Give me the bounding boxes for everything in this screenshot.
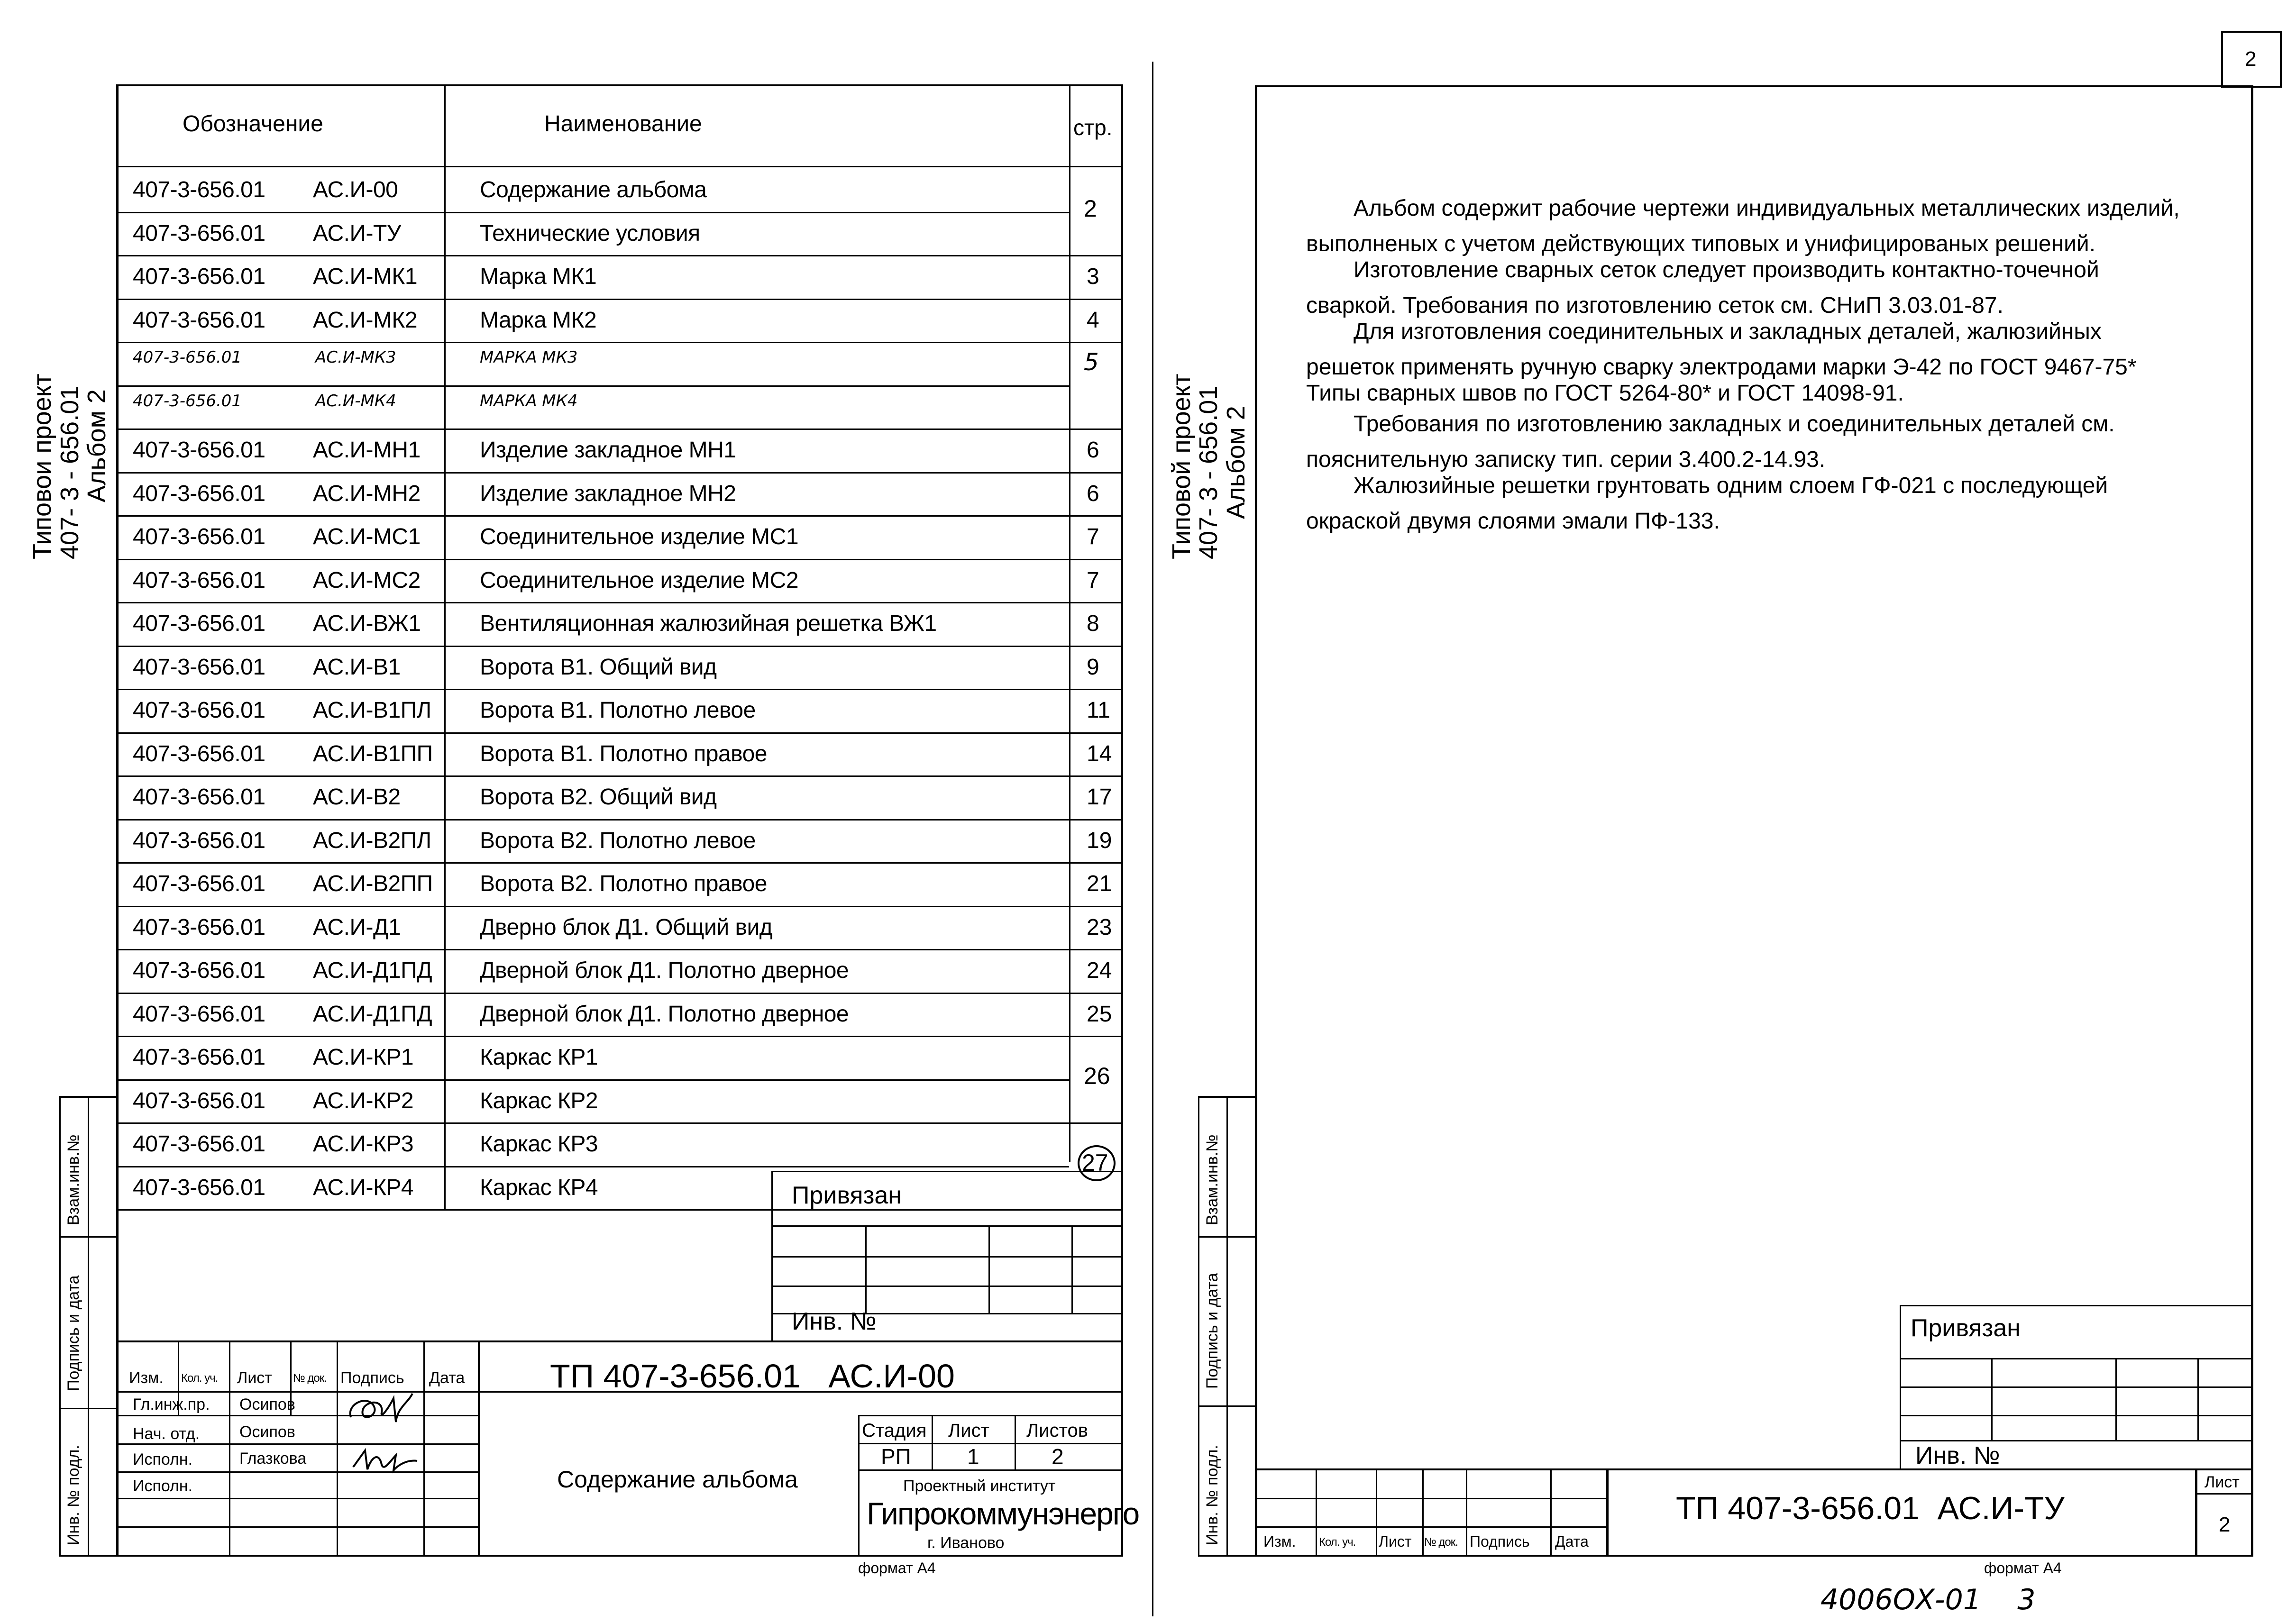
row-code: 407-3-656.01 bbox=[133, 481, 265, 506]
row-page: 3 bbox=[1087, 264, 1099, 289]
title-block-code: ТП 407-3-656.01 АС.И-00 bbox=[550, 1358, 955, 1395]
row-separator bbox=[116, 602, 1122, 603]
row-code: 407-3-656.01 bbox=[133, 1088, 265, 1113]
row-mark: АС.И-В2ПП bbox=[313, 871, 433, 896]
row-page: 23 bbox=[1087, 914, 1112, 940]
role-3: Исполн. bbox=[133, 1450, 193, 1468]
row-mark: АС.И-ТУ bbox=[313, 220, 401, 246]
row-page: 21 bbox=[1087, 871, 1112, 896]
row-page: 6 bbox=[1087, 481, 1099, 506]
role-2: Нач. отд. bbox=[133, 1425, 200, 1443]
right-side-title-line1: Типовой проект bbox=[1167, 374, 1196, 559]
row-code: 407-3-656.01 bbox=[133, 698, 265, 723]
side-stamp-vzam: Взам.инв.№ bbox=[64, 1134, 82, 1225]
page-number: 2 bbox=[2245, 47, 2257, 71]
header-page: стр. bbox=[1073, 115, 1113, 140]
row-mark: АС.И-В2ПЛ bbox=[313, 828, 431, 853]
right-col-ndok: № док. bbox=[1424, 1536, 1458, 1549]
row-mark: АС.И-МК3 bbox=[315, 348, 396, 367]
signature-1 bbox=[341, 1389, 422, 1432]
row-code: 407-3-656.01 bbox=[133, 741, 265, 766]
right-binding-inv-label: Инв. № bbox=[1915, 1442, 2000, 1469]
row-code: 407-3-656.01 bbox=[133, 871, 265, 896]
row-code: 407-3-656.01 bbox=[133, 264, 265, 289]
row-name: Ворота В1. Полотно правое bbox=[480, 741, 767, 766]
row-separator bbox=[116, 299, 1122, 300]
row-name: Дверно блок Д1. Общий вид bbox=[480, 914, 773, 940]
row-name: Каркас КР4 bbox=[480, 1175, 598, 1200]
row-name: Ворота В1. Полотно левое bbox=[480, 698, 756, 723]
header-designation: Обозначение bbox=[183, 111, 323, 137]
merged-page-number: 26 bbox=[1084, 1062, 1110, 1089]
row-name: Ворота В2. Полотно правое bbox=[480, 871, 767, 896]
binding-label: Привязан bbox=[792, 1182, 902, 1209]
row-separator bbox=[116, 689, 1122, 690]
row-page: 14 bbox=[1087, 741, 1112, 766]
row-separator bbox=[116, 862, 1122, 864]
row-mark: АС.И-МН2 bbox=[313, 481, 421, 506]
institute-city: г. Иваново bbox=[927, 1534, 1005, 1552]
institute-caption: Проектный институт bbox=[903, 1477, 1056, 1495]
row-mark: АС.И-00 bbox=[313, 177, 398, 202]
sheet-name: Содержание альбома bbox=[557, 1466, 798, 1493]
row-separator bbox=[116, 732, 1122, 734]
row-separator bbox=[116, 819, 1122, 821]
row-separator bbox=[116, 949, 1122, 950]
row-code: 407-3-656.01 bbox=[133, 307, 265, 333]
side-title-line2: 407- 3 - 656.01 bbox=[55, 385, 84, 559]
row-mark: АС.И-В1ПП bbox=[313, 741, 433, 766]
right-side-stamp-inv: Инв. № подл. bbox=[1203, 1445, 1221, 1545]
row-mark: АС.И-Д1ПД bbox=[313, 1001, 432, 1027]
stage-value: РП bbox=[881, 1444, 911, 1469]
page-circle-mark bbox=[1078, 1145, 1116, 1181]
row-mark: АС.И-МС2 bbox=[313, 567, 421, 593]
row-separator bbox=[116, 1079, 1069, 1081]
row-page: 25 bbox=[1087, 1001, 1112, 1027]
row-separator bbox=[116, 385, 1069, 387]
row-separator bbox=[116, 775, 1122, 777]
side-title-line1: Типовои проект bbox=[28, 374, 56, 559]
side-stamp-inv: Инв. № подл. bbox=[64, 1445, 82, 1545]
row-name: Содержание альбома bbox=[480, 177, 707, 202]
row-name: Изделие закладное МН1 bbox=[480, 438, 736, 463]
row-code: 407-3-656.01 bbox=[133, 524, 265, 549]
row-separator bbox=[116, 646, 1122, 647]
row-code: 407-3-656.01 bbox=[133, 828, 265, 853]
right-side-stamp-vzam: Взам.инв.№ bbox=[1203, 1134, 1221, 1225]
paragraph-4-line-1: Требования по изготовлению закладных и соединительных деталей см. bbox=[1354, 411, 2115, 437]
row-name: Марка МК1 bbox=[480, 264, 597, 289]
row-code: 407-3-656.01 bbox=[133, 567, 265, 593]
row-mark: АС.И-МС1 bbox=[313, 524, 421, 549]
merged-page-number: 27 bbox=[1082, 1149, 1108, 1176]
role-1-name: Осипов bbox=[239, 1395, 295, 1413]
sheet-value: 1 bbox=[967, 1444, 979, 1469]
row-page: 7 bbox=[1087, 524, 1099, 549]
row-name: МАРКА МК3 bbox=[480, 348, 578, 367]
row-code: 407-3-656.01 bbox=[133, 391, 242, 410]
col-ndok: № док. bbox=[293, 1372, 327, 1385]
row-code: 407-3-656.01 bbox=[133, 1001, 265, 1027]
paragraph-3-line-2: решеток применять ручную сварку электродами марки Э-42 по ГОСТ 9467-75* bbox=[1306, 355, 2137, 380]
right-col-kol: Кол. уч. bbox=[1319, 1536, 1356, 1549]
row-mark: АС.И-КР4 bbox=[313, 1175, 414, 1200]
merged-page-number: 5 bbox=[1084, 348, 1099, 376]
row-name: Каркас КР1 bbox=[480, 1045, 598, 1070]
col-data: Дата bbox=[429, 1369, 465, 1387]
binding-inv-label: Инв. № bbox=[792, 1308, 877, 1335]
row-page: 6 bbox=[1087, 438, 1099, 463]
row-code: 407-3-656.01 bbox=[133, 1045, 265, 1070]
right-col-list: Лист bbox=[1379, 1533, 1412, 1550]
row-separator bbox=[116, 342, 1122, 343]
paragraph-2-line-2: сваркой. Требования по изготовлению сеток см. СНиП 3.03.01-87. bbox=[1306, 293, 2003, 318]
row-name: Соединительное изделие МС2 bbox=[480, 567, 799, 593]
role-4: Исполн. bbox=[133, 1477, 193, 1495]
row-separator bbox=[116, 906, 1122, 907]
side-title-line3: Альбом 2 bbox=[82, 389, 111, 502]
paragraph-2-line-1: Изготовление сварных сеток следует производить контактно-точечной bbox=[1354, 257, 2099, 283]
right-side-stamp-podpis: Подпись и дата bbox=[1203, 1273, 1221, 1389]
right-binding-label: Привязан bbox=[1911, 1314, 2021, 1342]
row-code: 407-3-656.01 bbox=[133, 784, 265, 810]
col-kol: Кол. уч. bbox=[181, 1372, 218, 1385]
paragraph-5-line-2: окраской двумя слоями эмали ПФ-133. bbox=[1306, 509, 1720, 534]
row-name: Каркас КР2 bbox=[480, 1088, 598, 1113]
archive-number: 4006ОХ-01 3 bbox=[1820, 1583, 2036, 1616]
row-separator bbox=[116, 1166, 1069, 1167]
paragraph-3-line-1: Для изготовления соединительных и закладных деталей, жалюзийных bbox=[1354, 319, 2102, 344]
row-code: 407-3-656.01 bbox=[133, 438, 265, 463]
row-code: 407-3-656.01 bbox=[133, 348, 242, 367]
row-name: Ворота В2. Полотно левое bbox=[480, 828, 756, 853]
right-format-label: формат А4 bbox=[1984, 1559, 2062, 1577]
row-mark: АС.И-КР2 bbox=[313, 1088, 414, 1113]
row-code: 407-3-656.01 bbox=[133, 1131, 265, 1157]
row-separator bbox=[116, 472, 1122, 474]
sheet-divider bbox=[1152, 62, 1153, 1616]
side-stamp-podpis: Подпись и дата bbox=[64, 1275, 82, 1391]
row-page: 24 bbox=[1087, 958, 1112, 983]
right-col-podpis: Подпись bbox=[1470, 1533, 1530, 1550]
row-code: 407-3-656.01 bbox=[133, 958, 265, 983]
role-3-name: Глазкова bbox=[239, 1450, 307, 1468]
paragraph-4-line-2: пояснительную записку тип. серии 3.400.2-14.93. bbox=[1306, 447, 1826, 472]
row-mark: АС.И-КР1 bbox=[313, 1045, 414, 1070]
row-name: Дверной блок Д1. Полотно дверное bbox=[480, 1001, 849, 1027]
row-separator bbox=[116, 993, 1122, 994]
sheets-label: Листов bbox=[1026, 1420, 1088, 1441]
right-col-data: Дата bbox=[1555, 1533, 1589, 1550]
row-mark: АС.И-Д1 bbox=[313, 914, 401, 940]
right-col-izm: Изм. bbox=[1263, 1533, 1296, 1550]
sheet-label: Лист bbox=[948, 1420, 989, 1441]
row-name: Марка МК2 bbox=[480, 307, 597, 333]
row-separator bbox=[116, 515, 1122, 517]
row-mark: АС.И-МК2 bbox=[313, 307, 418, 333]
row-mark: АС.И-КР3 bbox=[313, 1131, 414, 1157]
right-sheet-value: 2 bbox=[2219, 1513, 2231, 1536]
right-side-title-line3: Альбом 2 bbox=[1222, 406, 1250, 519]
col-izm: Изм. bbox=[129, 1369, 164, 1387]
row-mark: АС.И-Д1ПД bbox=[313, 958, 432, 983]
row-name: Ворота В1. Общий вид bbox=[480, 654, 717, 680]
column-divider bbox=[444, 166, 446, 1209]
row-separator bbox=[116, 1036, 1122, 1037]
row-page: 9 bbox=[1087, 654, 1099, 680]
row-name: Каркас КР3 bbox=[480, 1131, 598, 1157]
row-separator bbox=[116, 1209, 1122, 1211]
right-title-block-code: ТП 407-3-656.01 АС.И-ТУ bbox=[1676, 1490, 2065, 1526]
row-page: 11 bbox=[1087, 698, 1110, 723]
signature-2 bbox=[346, 1441, 422, 1479]
row-mark: АС.И-В1ПЛ bbox=[313, 698, 431, 723]
row-page: 17 bbox=[1087, 784, 1112, 810]
row-separator bbox=[116, 429, 1122, 430]
row-code: 407-3-656.01 bbox=[133, 220, 265, 246]
stage-label: Стадия bbox=[862, 1420, 927, 1441]
paragraph-1-line-2: выполненых с учетом действующих типовых и унифицированых решений. bbox=[1306, 231, 2096, 256]
sheets-value: 2 bbox=[1052, 1444, 1064, 1469]
row-separator bbox=[116, 255, 1122, 256]
header-name: Наименование bbox=[544, 111, 702, 137]
paragraph-5-line-1: Жалюзийные решетки грунтовать одним слоем ГФ-021 с последующей bbox=[1354, 473, 2108, 498]
paragraph-1-line-1: Альбом содержит рабочие чертежи индивидуальных металлических изделий, bbox=[1354, 196, 2180, 221]
row-code: 407-3-656.01 bbox=[133, 611, 265, 636]
role-1: Гл.инж.пр. bbox=[133, 1395, 210, 1413]
role-2-name: Осипов bbox=[239, 1423, 295, 1441]
row-code: 407-3-656.01 bbox=[133, 177, 265, 202]
row-name: Технические условия bbox=[480, 220, 700, 246]
right-sheet-label: Лист bbox=[2205, 1473, 2240, 1491]
row-mark: АС.И-МК4 bbox=[315, 391, 396, 410]
row-name: Ворота В2. Общий вид bbox=[480, 784, 717, 810]
row-code: 407-3-656.01 bbox=[133, 1175, 265, 1200]
row-mark: АС.И-В1 bbox=[313, 654, 401, 680]
row-page: 19 bbox=[1087, 828, 1112, 853]
row-name: Вентиляционная жалюзийная решетка ВЖ1 bbox=[480, 611, 937, 636]
institute-name: Гипрокоммунэнерго bbox=[867, 1496, 1139, 1531]
row-mark: АС.И-МН1 bbox=[313, 438, 421, 463]
row-mark: АС.И-В2 bbox=[313, 784, 401, 810]
row-mark: АС.И-МК1 bbox=[313, 264, 418, 289]
col-list: Лист bbox=[237, 1369, 272, 1387]
row-name: Изделие закладное МН2 bbox=[480, 481, 736, 506]
row-page: 8 bbox=[1087, 611, 1099, 636]
row-page: 7 bbox=[1087, 567, 1099, 593]
row-name: Дверной блок Д1. Полотно дверное bbox=[480, 958, 849, 983]
merged-page-number: 2 bbox=[1084, 195, 1097, 222]
row-page: 4 bbox=[1087, 307, 1099, 333]
row-code: 407-3-656.01 bbox=[133, 654, 265, 680]
row-name: МАРКА МК4 bbox=[480, 391, 578, 410]
row-code: 407-3-656.01 bbox=[133, 914, 265, 940]
row-separator bbox=[116, 559, 1122, 560]
format-label: формат А4 bbox=[858, 1559, 936, 1577]
row-separator bbox=[116, 1122, 1122, 1124]
col-podpis: Подпись bbox=[340, 1369, 404, 1387]
right-side-title-line2: 407- 3 - 656.01 bbox=[1194, 385, 1223, 559]
row-separator bbox=[116, 212, 1069, 213]
row-mark: АС.И-ВЖ1 bbox=[313, 611, 421, 636]
row-name: Соединительное изделие МС1 bbox=[480, 524, 799, 549]
paragraph-3-line-3: Типы сварных швов по ГОСТ 5264-80* и ГОСТ 14098-91. bbox=[1306, 381, 1904, 406]
